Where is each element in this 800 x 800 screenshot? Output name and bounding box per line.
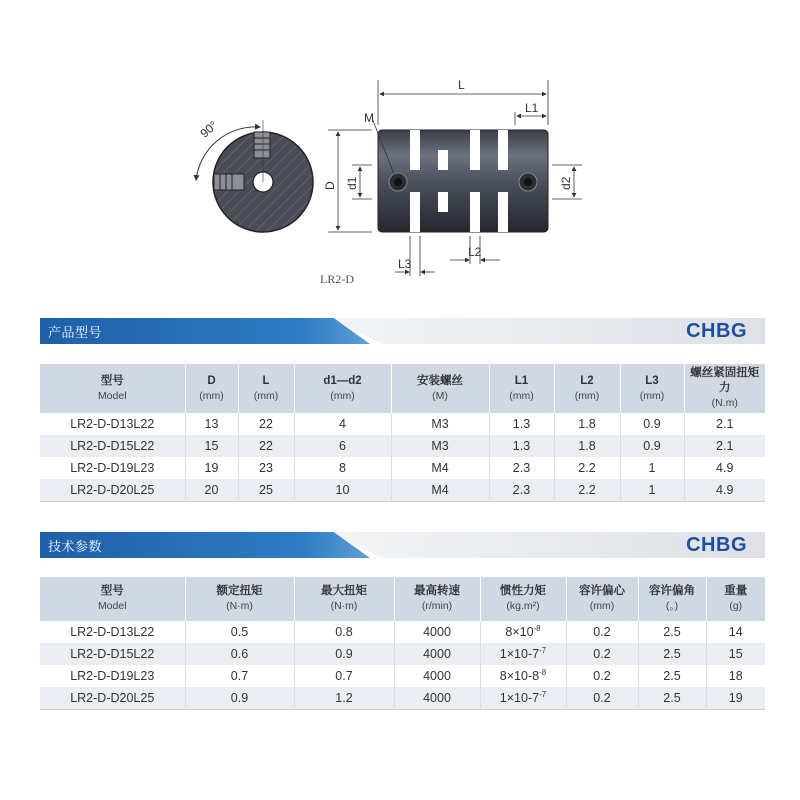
cell-model: LR2-D-D15L22 xyxy=(40,643,185,665)
cell: 6 xyxy=(294,435,391,457)
cell-model: LR2-D-D13L22 xyxy=(40,621,185,643)
cell: M4 xyxy=(391,479,489,502)
col-header: 型号 Model xyxy=(40,577,185,621)
cell: 2.5 xyxy=(638,665,706,687)
cell: 1.8 xyxy=(554,413,620,435)
cell: 0.9 xyxy=(620,413,684,435)
cell: 2.1 xyxy=(684,435,765,457)
cell: 2.2 xyxy=(554,479,620,502)
cell: 0.6 xyxy=(185,643,294,665)
cell: M4 xyxy=(391,457,489,479)
table-row xyxy=(40,665,765,687)
cell: 22 xyxy=(238,435,294,457)
cell: 0.9 xyxy=(294,643,394,665)
cell: 2.3 xyxy=(489,479,554,502)
dim-d1: d1 xyxy=(345,176,359,190)
product-model-table xyxy=(40,364,765,502)
cell: 4000 xyxy=(394,621,480,643)
cell: 2.1 xyxy=(684,413,765,435)
cell-model: LR2-D-D15L22 xyxy=(40,435,185,457)
cell: 4.9 xyxy=(684,457,765,479)
col-header: 重量 (g) xyxy=(706,577,765,621)
col-header: 额定扭矩 (N·m) xyxy=(185,577,294,621)
cell: 4.9 xyxy=(684,479,765,502)
cell: 1.3 xyxy=(489,413,554,435)
cell: 0.2 xyxy=(566,621,638,643)
cell: M3 xyxy=(391,435,489,457)
cell: 0.2 xyxy=(566,643,638,665)
drawing-caption: LR2-D xyxy=(320,272,354,286)
cell: 0.5 xyxy=(185,621,294,643)
cell: 19 xyxy=(185,457,238,479)
cell: 4000 xyxy=(394,665,480,687)
col-header: L (mm) xyxy=(238,364,294,413)
cell: 1 xyxy=(620,457,684,479)
dim-M: M xyxy=(364,111,374,125)
cell: 18 xyxy=(706,665,765,687)
dim-L1: L1 xyxy=(525,101,539,115)
col-header: 安装螺丝 (M) xyxy=(391,364,489,413)
end-view xyxy=(196,120,313,232)
table-row xyxy=(40,435,765,457)
cell-model: LR2-D-D20L25 xyxy=(40,687,185,710)
cell-inertia: $1\times 10-7^{-7}$ xyxy=(480,687,566,710)
cell: M3 xyxy=(391,413,489,435)
col-header: 容许偏角 (。) xyxy=(638,577,706,621)
dim-L2: L2 xyxy=(468,245,482,259)
cell-inertia: $8\times 10-8^{-8}$ xyxy=(480,665,566,687)
cell: 2.5 xyxy=(638,643,706,665)
section-header-tech-params xyxy=(40,532,765,558)
section-title: 产品型号 xyxy=(48,325,103,340)
table-row xyxy=(40,621,765,643)
section-header-product-model xyxy=(40,318,765,344)
col-header: L3 (mm) xyxy=(620,364,684,413)
cell: 1.3 xyxy=(489,435,554,457)
cell: 4 xyxy=(294,413,391,435)
cell: 22 xyxy=(238,413,294,435)
cell: 13 xyxy=(185,413,238,435)
cell: 1.2 xyxy=(294,687,394,710)
cell: 10 xyxy=(294,479,391,502)
cell: 19 xyxy=(706,687,765,710)
col-header: d1—d2 (mm) xyxy=(294,364,391,413)
table-row xyxy=(40,687,765,710)
tech-params-table xyxy=(40,577,765,710)
cell-model: LR2-D-D19L23 xyxy=(40,457,185,479)
coupling-diagram xyxy=(0,0,800,310)
cell: 2.2 xyxy=(554,457,620,479)
table-row xyxy=(40,643,765,665)
col-header: L2 (mm) xyxy=(554,364,620,413)
table-row xyxy=(40,413,765,435)
cell: 0.2 xyxy=(566,665,638,687)
technical-drawing xyxy=(0,0,800,310)
dim-L: L xyxy=(458,78,465,92)
cell-model: LR2-D-D19L23 xyxy=(40,665,185,687)
table-header-row xyxy=(40,577,765,621)
cell-model: LR2-D-D20L25 xyxy=(40,479,185,502)
cell-inertia: $1\times 10-7^{-7}$ xyxy=(480,643,566,665)
cell: 8 xyxy=(294,457,391,479)
col-header: 最高转速 (r/min) xyxy=(394,577,480,621)
cell: 0.8 xyxy=(294,621,394,643)
cell: 15 xyxy=(706,643,765,665)
cell: 15 xyxy=(185,435,238,457)
angle-label: 90° xyxy=(197,118,221,141)
cell: 0.7 xyxy=(294,665,394,687)
cell-model: LR2-D-D13L22 xyxy=(40,413,185,435)
cell: 2.5 xyxy=(638,687,706,710)
cell: 25 xyxy=(238,479,294,502)
cell: 2.3 xyxy=(489,457,554,479)
col-header: 容许偏心 (mm) xyxy=(566,577,638,621)
cell: 0.9 xyxy=(620,435,684,457)
col-header: 螺丝紧固扭矩力 (N.m) xyxy=(684,364,765,413)
dim-L3: L3 xyxy=(398,257,412,271)
dim-D: D xyxy=(323,181,337,190)
col-header: D (mm) xyxy=(185,364,238,413)
cell: 20 xyxy=(185,479,238,502)
col-header: 惯性力矩 (kg.m²) xyxy=(480,577,566,621)
cell: 0.2 xyxy=(566,687,638,710)
cell-inertia: $8\times 10^{-8}$ xyxy=(480,621,566,643)
table-row xyxy=(40,479,765,502)
table-row xyxy=(40,457,765,479)
cell: 4000 xyxy=(394,687,480,710)
col-header: L1 (mm) xyxy=(489,364,554,413)
cell: 1 xyxy=(620,479,684,502)
cell: 0.7 xyxy=(185,665,294,687)
cell: 14 xyxy=(706,621,765,643)
col-header: 型号 Model xyxy=(40,364,185,413)
cell: 1.8 xyxy=(554,435,620,457)
cell: 4000 xyxy=(394,643,480,665)
brand-logo: CHBG xyxy=(686,320,747,342)
col-header: 最大扭矩 (N·m) xyxy=(294,577,394,621)
side-view xyxy=(378,130,548,232)
cell: 23 xyxy=(238,457,294,479)
dim-d2: d2 xyxy=(559,176,573,190)
table-header-row xyxy=(40,364,765,413)
brand-logo: CHBG xyxy=(686,534,747,556)
cell: 2.5 xyxy=(638,621,706,643)
cell: 0.9 xyxy=(185,687,294,710)
section-title: 技术参数 xyxy=(48,539,103,554)
